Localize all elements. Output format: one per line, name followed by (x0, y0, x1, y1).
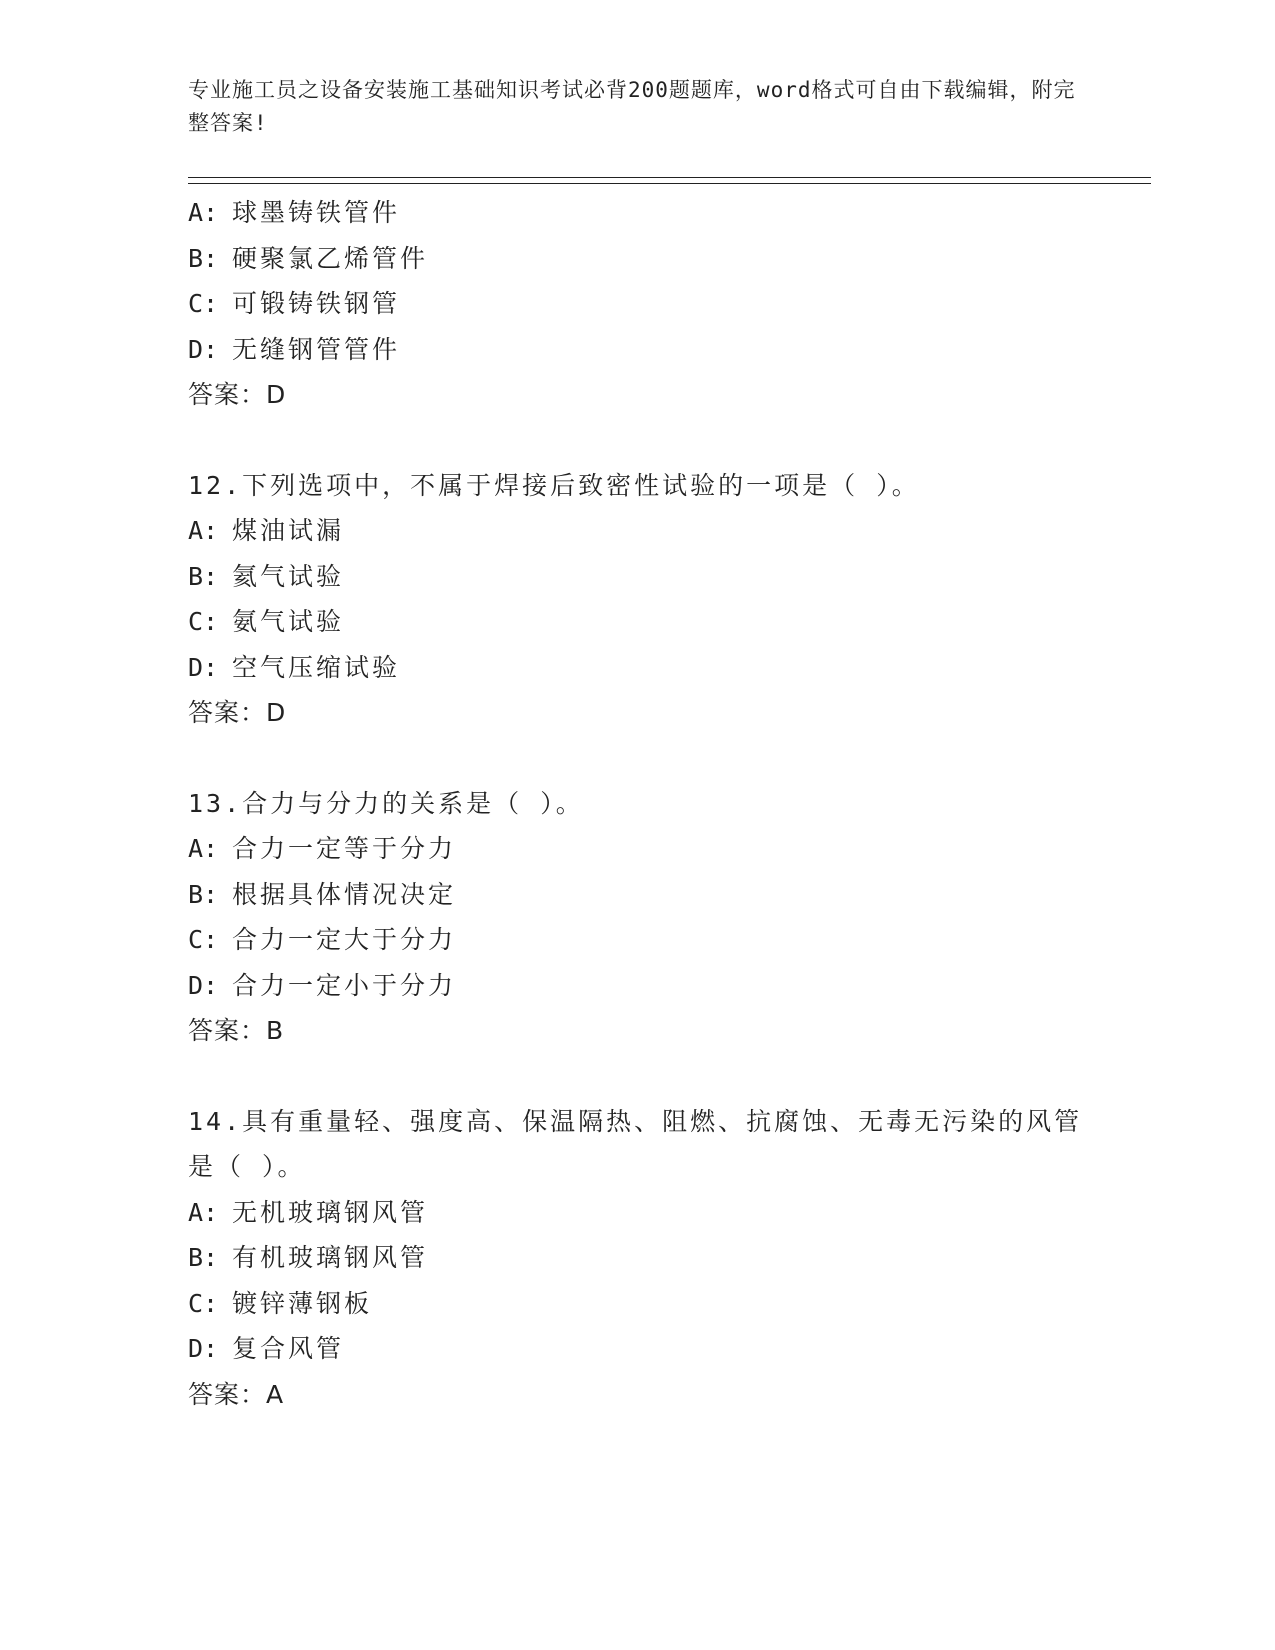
document-header (188, 74, 1088, 140)
option-letter: D: (188, 970, 219, 1000)
option-a (188, 190, 1148, 236)
option-a (188, 826, 1148, 872)
option-text: 煤油试漏 (232, 516, 345, 545)
option-text: 氨气试验 (232, 607, 345, 636)
option-letter: B: (188, 1243, 219, 1272)
option-d (188, 1326, 1148, 1372)
option-text: 硬聚氯乙烯管件 (232, 243, 429, 273)
option-b (188, 236, 1148, 282)
option-text: 可锻铸铁钢管 (232, 289, 401, 318)
answer-line (188, 1008, 1148, 1054)
option-text: 合力一定等于分力 (232, 834, 457, 863)
document-title: 专业施工员之设备安装施工基础知识考试必背200题题库，word格式可自由下载编辑，附完整答案! (188, 78, 1076, 135)
option-text: 氦气试验 (232, 561, 345, 591)
option-b (188, 1235, 1148, 1281)
option-text: 无缝钢管管件 (232, 334, 401, 364)
option-a (188, 1190, 1148, 1236)
option-letter: D: (188, 652, 219, 682)
option-d (188, 327, 1148, 373)
option-letter: C: (188, 289, 219, 318)
question-block (188, 190, 1148, 418)
option-text: 有机玻璃钢风管 (232, 1243, 429, 1272)
answer-label: 答案： (188, 1016, 267, 1045)
option-text: 球墨铸铁管件 (232, 198, 401, 227)
option-text: 空气压缩试验 (232, 652, 401, 682)
answer-line (188, 372, 1148, 418)
option-letter: C: (188, 607, 219, 636)
option-letter: A: (188, 516, 219, 545)
answer-value: D (266, 698, 286, 727)
option-text: 根据具体情况决定 (232, 879, 457, 909)
option-letter: B: (188, 561, 219, 591)
option-c (188, 281, 1148, 327)
answer-label: 答案： (188, 698, 267, 727)
option-letter: A: (188, 1197, 219, 1227)
option-text: 复合风管 (232, 1334, 345, 1363)
question-block (188, 463, 1148, 736)
option-letter: A: (188, 198, 219, 227)
option-text: 镀锌薄钢板 (232, 1288, 373, 1318)
option-c (188, 917, 1148, 963)
header-double-rule (188, 177, 1151, 184)
option-b (188, 554, 1148, 600)
answer-line (188, 690, 1148, 736)
option-c (188, 599, 1148, 645)
option-letter: A: (188, 834, 219, 863)
answer-line (188, 1372, 1148, 1418)
question-block (188, 781, 1148, 1054)
question-text: 14.具有重量轻、强度高、保温隔热、阻燃、抗腐蚀、无毒无污染的风管是（ ）。 (188, 1106, 1083, 1181)
answer-value: D (266, 380, 286, 409)
option-letter: B: (188, 879, 219, 909)
option-text: 无机玻璃钢风管 (232, 1197, 429, 1227)
option-d (188, 963, 1148, 1009)
question-list (188, 190, 1148, 1417)
answer-label: 答案： (188, 1379, 267, 1409)
answer-value: A (266, 1379, 284, 1409)
option-text: 合力一定小于分力 (232, 970, 457, 1000)
option-letter: B: (188, 243, 219, 273)
option-letter: D: (188, 1334, 219, 1363)
question-text: 13.合力与分力的关系是（ ）。 (188, 788, 584, 818)
option-d (188, 645, 1148, 691)
option-letter: C: (188, 925, 219, 954)
option-c (188, 1281, 1148, 1327)
answer-label: 答案： (188, 380, 267, 409)
question-block (188, 1099, 1148, 1418)
option-text: 合力一定大于分力 (232, 925, 457, 954)
option-b (188, 872, 1148, 918)
question-text: 12.下列选项中，不属于焊接后致密性试验的一项是（ ）。 (188, 470, 920, 500)
answer-value: B (266, 1016, 284, 1045)
option-letter: C: (188, 1288, 219, 1318)
option-a (188, 508, 1148, 554)
option-letter: D: (188, 334, 219, 364)
